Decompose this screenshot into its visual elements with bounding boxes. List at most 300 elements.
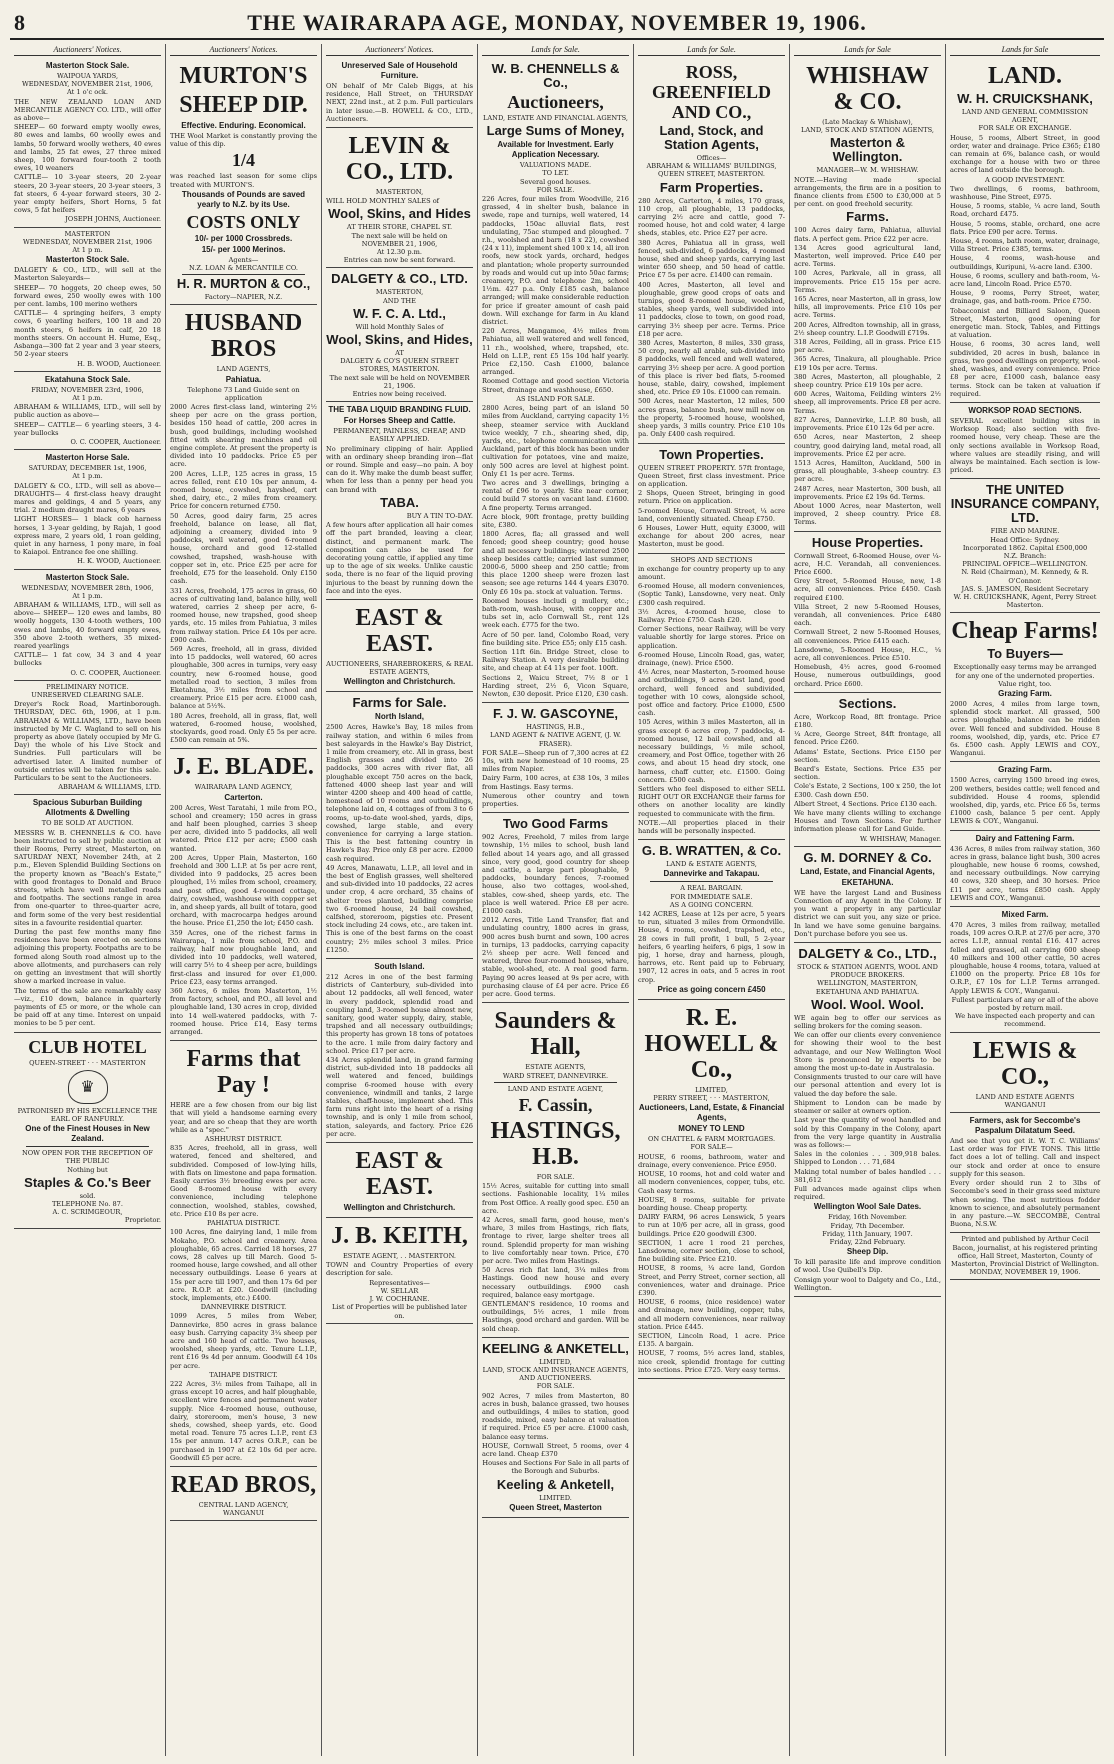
rule-divider: [26, 1146, 149, 1147]
ad-body-text: CATTLE— 10 3-year steers, 20 2-year steers, 20 3-year steers, 20 3-year steers, 3 fat steers, 6 4-year forward steers, 30 2-year empty heifers, Short Horns, 5 fat cows, 5 fat heifers: [14, 173, 161, 215]
ad-line: O. C. COOPER, Auctioneer.: [70, 668, 161, 677]
ad-body-text: Numerous other country and town properties.: [482, 791, 629, 809]
ad-body-text: 1099 Acres, 5 miles from Weber, Dannevirke, 850 acres in grass balance easy bush. Carrying capacity 3¼ sheep per acre and 160 head of cattle. Two houses, woolshed, sheep yards, etc. Tenure L.I.P., rent £16 9s 4d per annum. Goodwill £4 10s per acre.: [170, 1312, 317, 1370]
ad-body-text: 569 Acres, freehold, all in grass, divided into 15 paddocks, well watered, 60 acres ploughable, 300 acres in turnips, very easy country, new 6-roomed house, good metalled road to section, 3 miles from Eketahuna, 3½ miles from school and creamery. Price £15 per acre. £1000 cash, balance at 5½%.: [170, 644, 317, 711]
ad-heading: Land, Estate, and Financial Agents,: [800, 866, 935, 876]
ad-body-text: WILL HOLD MONTHLY SALES of: [326, 197, 440, 206]
ad-heading: Sheep Dip.: [846, 1247, 889, 1257]
ad-heading: EAST & EAST.: [355, 1148, 444, 1201]
ad-body-text: 42 Acres, small farm, good house, men's whare, 3 miles from Hastings, rich flats, frontage to river, large shelter trees all round. Splendid property for man wishing to live comfortably near town. Price, £70 per acre. Two miles from Hastings.: [482, 1215, 629, 1265]
ad-line: N. Reid (Chairman), M. Kennedy, & R. O'Connor.: [961, 568, 1089, 585]
advertisement: [14, 228, 161, 372]
ad-body-text: ABRAHAM & WILLIAMS, LTD., will sell by public auction as above—: [14, 403, 161, 420]
ad-body-text: Two acres and 3 dwellings, bringing a rental of £96 to yearly. Site near corner, could build 7 stores on vacant land. £1600. A fine property. Terms arranged.: [482, 478, 629, 512]
ad-line: Exceptionally easy terms may be arranged for any one of the undernoted properties. Value right, too.: [953, 663, 1097, 688]
ad-body-text: 827 Acres, Dannevirke, L.I.P. 80 bush, all improvements. Price £10 12s 6d per acre.: [794, 415, 941, 433]
ad-line: MASTERTON,: [375, 188, 424, 197]
ad-body-text: 3½ Acres, 4-roomed house, close to Railway. Price £750. Cash £20.: [638, 607, 785, 624]
ad-body-text: HOUSE, Cornwall Street, 5 rooms, over 4 acre land. Cheap £370: [482, 1441, 629, 1458]
ad-line: FOR SALE.: [536, 1382, 575, 1391]
ad-body-text: House, 6 rooms, 30 acres land, well subdivided, 20 acres in bush, balance in grass, two good dwellings on property, wool-shed, washes, and every convenience. Price £8 per acre, £1000 cash, balance easy terms. Stock can be taken at valuation if required.: [950, 340, 1100, 398]
ad-body-text: Shipment to London can be made by steamer or sailer at owners option.: [794, 1098, 941, 1116]
ad-heading: Wool. Wool. Wool.: [811, 996, 924, 1012]
ad-heading: Staples & Co.'s Beer: [24, 1174, 151, 1190]
column-heading: Lands for Sale: [794, 44, 941, 56]
ad-body-text: SHEEP— CATTLE— 6 yearling steers, 3 4-year bullocks: [14, 420, 161, 437]
ad-body-text: 1800 Acres, fla; all grassed and well fenced; good sheep country; good house and all necessary buildings; wintered 2500 sheep besides cattle; carried last summer, 2000-6, 5000 sheep and 250 cattle; from this place 1200 sheep were frozen last season; see age returns 144 4 years £3070. Only £6 10s pa. stock at valuation. Terms.: [482, 530, 629, 596]
ad-line: WELLINGTON, MASTERTON, EKETAHUNA AND PAHIATUA.: [815, 979, 920, 996]
advertisement: [638, 1000, 785, 1379]
ad-line: A. C. SCRIMGEOUR,: [52, 1208, 123, 1217]
ad-body-text: DAIRY FARM, 96 acres Lenswick, 5 years to run at 10/6 per acre, all in grass, good buildings. Price £20 goodwill £300.: [638, 1213, 785, 1238]
advertisement: [170, 749, 317, 1041]
ad-line: sold.: [79, 1191, 96, 1200]
ad-heading: Masterton Horse Sale.: [45, 453, 130, 463]
advertisement: [950, 1233, 1100, 1280]
advertisement: [794, 58, 941, 532]
column-heading: Lands for Sale.: [482, 44, 629, 56]
ad-line: PAHIATUA DISTRICT.: [207, 1219, 280, 1228]
ad-heading: South Island.: [374, 962, 425, 972]
advertisement: [482, 58, 629, 703]
ad-line: Friday, 11th January, 1907.: [822, 1229, 913, 1238]
ad-heading: Farms for Sale.: [352, 695, 447, 711]
ad-body-text: FOR SALE—Sheep run of 7,300 acres at £2 10s, with new homestead of 10 rooms, 25 miles from Napier.: [482, 748, 629, 774]
ad-body-text: 359 Acres, one of the richest farms in Wairarapa, 1 mile from school, P.O. and railway, half now ploughable land, and divided into 10 paddocks, well watered, will carry 5½ to 4 sheep per acre, buildings first-class and insured for over £1,000. Price £23, easy terms arranged.: [170, 928, 317, 986]
advertisement: [170, 58, 317, 305]
ad-line: STOCK & STATION AGENTS, WOOL AND PRODUCE BROKERS.: [797, 963, 938, 980]
ad-heading: J. B. KEITH,: [331, 1223, 468, 1250]
ad-heading: CLUB HOTEL: [28, 1036, 147, 1057]
advertisement: [170, 1041, 317, 1467]
ad-heading: Large Sums of Money,: [486, 123, 625, 139]
ad-heading: Unreserved Sale of Household Furniture.: [341, 61, 458, 80]
ad-line: Friday, 7th December.: [830, 1221, 905, 1230]
ad-heading: Land, Stock, and Station Agents,: [659, 123, 764, 152]
ad-body-text: LIGHT HORSES— 1 black cob harness horses, 1 3-year gelding, by Rajah, 1 good express mare, 2 years old, 1 roan gelding, quiet in any harness, 1 pony mare, in foal to Kaiapoi. Entrance fee one shilling.: [14, 515, 161, 557]
ad-line: WANGANUI: [1004, 1100, 1046, 1109]
ad-heading: W. H. CRUICKSHANK,: [957, 91, 1093, 106]
ad-heading: Farm Properties.: [659, 179, 764, 195]
ad-line: Will hold Monthly Sales of: [355, 322, 444, 331]
advertisement: [326, 959, 473, 1143]
ad-body-text: Grey Street, 5-Roomed House, new, 1-8 acre, all conveniences. Price £450. Cash required £100.: [794, 577, 941, 602]
ad-body-text: 2800 Acres, being part of an island 50 miles from Auckland, carrying capacity 1½ sheep, steamer service with Auckland twice weekly, 7 r.h., shearing shed, dip, yards, etc., telephone communication with Auckland, part of this block has been under cultivation for potatoes, vine and maize, only 500 acres are level at highest point. Only £1 1s per acre. Terms.: [482, 404, 629, 478]
ad-line: FOR SALE—: [690, 1143, 733, 1152]
ad-line: FOR SALE OR EXCHANGE.: [978, 124, 1072, 133]
advertisement: [950, 58, 1100, 403]
advertisement: [326, 1218, 473, 1324]
advertisement: [794, 693, 941, 847]
ad-line: Friday, 16th November.: [828, 1213, 907, 1222]
ad-line: (Late Mackay & Whishaw),: [822, 118, 913, 126]
ad-body-text: 15½ Acres, suitable for cutting into small sections. Fashionable locality, 1¼ miles from Post Office. A really good spec. £50 an acre.: [482, 1182, 629, 1215]
ad-body-text: Settlers who feel disposed to either SELL RIGHT OUT OR EXCHANGE their farms for others on another locality are kindly requested to communicate with the firm.: [638, 785, 785, 818]
ad-heading: Pahiatua.: [225, 374, 262, 384]
column-3: [322, 44, 478, 1756]
ad-line: BUY A TIN TO-DAY.: [406, 511, 473, 520]
ad-line: Entries can now be sent forward.: [343, 256, 456, 265]
ad-line: WAIPOUA YARDS,: [56, 72, 119, 80]
ad-line: PRINCIPAL OFFICE—WELLINGTON.: [962, 560, 1088, 569]
ad-body-text: Corner Sections, near Railway, will be very valuable shortly for large stores. Price on application.: [638, 625, 785, 650]
ad-heading: Dairy and Fattening Farm.: [975, 833, 1075, 843]
column-heading: Auctioneers' Notices.: [326, 44, 473, 56]
ad-line: DANNEVIRKE DISTRICT.: [200, 1303, 287, 1312]
ad-body-text: THE Wool Market is constantly proving the value of this dip.: [170, 132, 317, 149]
ad-heading: Spacious Suburban Building Allotments & Dwelling: [32, 798, 143, 818]
ad-line: A GOOD INVESTMENT.: [984, 175, 1066, 184]
rule-divider: [650, 881, 773, 882]
ad-heading: Farmers, ask for Seccombe's Paspalum Dilatatum Seed.: [969, 1116, 1081, 1136]
ad-body-text: 380 Acres, Masterton, 8 miles, 330 grass, 50 crop, nearly all arable, sub-divided into 8 paddocks, well fenced and well watered, carrying 3½ sheep per acre. A good portion of this place is river bed flats, 5-roomed house, stable, dairy, cowshed, implement shed, etc. Price £9 10s. £1000 can remain.: [638, 339, 785, 397]
ad-heading: Town Properties.: [659, 446, 764, 462]
ad-heading: TABA.: [380, 494, 419, 510]
ad-line: PERRY STREET, · · · MASTERTON,: [653, 1094, 770, 1103]
ad-line: Telephone 73 Land Guide sent on application: [187, 385, 300, 402]
ad-line: MONDAY, NOVEMBER 19, 1906.: [969, 1268, 1081, 1277]
ad-body-text: During the past few months many fine residences have been erected on sections adjoining this property. Footpaths are to be formed along South road almost up to the above allotments, and purchasers can rely on getting an investment that will shortly show a marked increase in value.: [14, 928, 161, 986]
ad-line: CENTRAL LAND AGENCY,: [198, 1500, 289, 1509]
ad-line: W. SELLAR: [380, 1286, 419, 1295]
ad-body-text: 360 Acres, 6 miles from Masterton, 1½ from factory, school, and P.O., all level and ploughable land, 130 acres in crop, divided into 14 well-watered paddocks, with 7-roomed house. Price £14, Easy terms arranged.: [170, 987, 317, 1037]
ad-body-text: House, 4 rooms, wash-house and outbuildings, Kuripuni, ¼-acre land. £300.: [950, 254, 1100, 271]
ad-body-text: Dreyer's Rock Road, Martinborough. THURSDAY, DEC. 6th, 1906, at 1 p.m. ABRAHAM & WILLIAMS, LTD., have been instructed by Mr C. Wagland to sell on his property as above (lately occupied by Mr G. Day) the whole of his Live Stock and Sundries. Full particulars will be advertised later. A limited number of outside entries will be taken for this sale. Particulars to be sent to the Auctioneers.: [14, 700, 161, 783]
advertisement: [950, 403, 1100, 479]
ad-heading: Grazing Farm.: [998, 765, 1052, 775]
ad-body-text: 180 Acres, freehold, all in grass, flat, well watered, 6-roomed house, woolshed, stockyards, good road. Only £5 5s per acre. £500 can remain at 5%.: [170, 711, 317, 745]
ad-body-text: Cornwall Street, 6-Roomed House, over ¼-acre, H.C. Verandah, all conveniences. Price £600.: [794, 551, 941, 576]
ad-heading: Masterton Stock Sale.: [45, 255, 130, 265]
ad-body-text: 220 Acres, Mangamoe, 4½ miles from Pahiatua, all well watered and well fenced, 11 r.h., woolshed, where, trapshed, etc. Held on L.I.P., rent £5 15s 10d half yearly. Price £2,150. Cash £1000, balance arranged.: [482, 327, 629, 377]
ad-line: AS ISLAND FOR SALE.: [516, 394, 595, 403]
ad-body-text: CATTLE— 1 fat cow, 34 3 and 4 year bullocks: [14, 651, 161, 668]
ad-body-text: DALGETY & CO., LTD., will sell as above— DRAUGHTS— 4 first-class heavy draught mares and geldings, 4 and 5 years, any trial. 2 medium draught mares, 6 years: [14, 481, 161, 515]
ad-line: AT THEIR STORE, CHAPEL ST.: [346, 223, 453, 232]
ad-body-text: Sections 2, Waicu Street, 7½ 8 or 1 Harding street, 2½ 6, Vicon Square, Newton, £30 deposit. Price £120, £30 cash.: [482, 673, 629, 698]
ad-body-text: MESSRS W. B. CHENNELLS & CO. have been instructed to sell by public auction at their Rooms, Perry street, Masterton, on SATURDAY NEXT, November 24th, at 2 p.m., Eleven Splendid Building Sections on the property known as "Beach's Estate," with good frontages to Donald and Bruce streets, which have well metalled roads and footpaths. The sections range in area from one-quarter to three-quarter acre, and form some of the very best residential sites in a favourite residential quarter.: [14, 828, 161, 927]
column-5: [634, 44, 790, 1756]
advertisement: [638, 444, 785, 554]
advertisement: [326, 268, 473, 402]
ad-line: LAND, ESTATE AND FINANCIAL AGENTS,: [483, 114, 628, 122]
ad-body-text: House, 5 rooms, stable, orchard, one acre flats. Price £90 per acre. Terms.: [950, 219, 1100, 236]
ad-body-text: Making total number of bales handled . . . 381,612: [794, 1167, 941, 1184]
ad-body-text: 318 Acres, Feilding, all in grass. Price £15 per acre.: [794, 338, 941, 355]
ad-line: A REAL BARGAIN.: [680, 884, 743, 893]
ad-body-text: 222 Acres, 3½ miles from Taihape, all in grass except 10 acres, and half ploughable, excellent wire fences and permanent water supply. Nice 4-roomed house, outhouse, dairy, storeroom, men's house, 3 new sheds, cowshed, sheep yards, etc. Good metal road. Tenure 75 acres L.I.P., rent £3 15s per annum. 147 acres O.R.P., can be purchased in 1907 at £2 10s 6d per acre. Goodwill £5 per acre.: [170, 1379, 317, 1462]
ad-body-text: 50 Acres, good dairy farm, 25 acres freehold, balance on lease, all flat, adjoining a creamery, divided into 9 paddocks, well watered, good 6-roomed house, orchard and good 12-stalled cowshed, trapshed, wash-house with copper set in, etc. Price £25 per acre for freehold, £75 for the leasehold. Only £150 cash.: [170, 511, 317, 586]
ad-body-text: ¼ Acre, George Street, 84ft frontage, all fenced. Price £260.: [794, 730, 941, 747]
ad-body-text: SEVERAL excellent building sites in Worksop Road; also section with five-roomed house, very cheap. These are the only sections available in Worksop Road, where values are steadily rising, and will always be maintained. Each section is low-priced.: [950, 416, 1100, 475]
ad-line: TELEPHONE No. 87.: [52, 1199, 123, 1208]
ad-body-text: ABRAHAM & WILLIAMS, LTD., will sell as above— SHEEP— 120 ewes and lambs, 80 woolly hoggets, 130 4-tooth wethers, 100 ewes and lambs, 40 forward empty ewes, 350 above 2-tooth wethers, 35 mixed-reared yearlings: [14, 600, 161, 650]
ad-body-text: 2012 Acres, Title Land Transfer, flat and undulating country, 1800 acres in grass, 900 acres bush burnt and sown, 100 acres in turnips, 13 paddocks, carrying capacity 2½ sheep per acre. Well fenced and watered, three four-roomed houses, whare, stable, wool-shed, etc. A real good farm. Paying 90 acres leased at 9s per acre, with purchasing clause of £4 per acre. Price £6 per acre. Good terms.: [482, 916, 629, 999]
ad-body-text: WE again beg to offer our services as selling brokers for the coming season.: [794, 1013, 941, 1031]
advertisement: [326, 1143, 473, 1218]
ad-line: FOR SALE.: [536, 185, 575, 194]
ad-body-text: House, 6 rooms, scullery and bath-room, ¼-acre land, Lincoln Road. Price £570.: [950, 271, 1100, 289]
ad-heading: LEWIS & CO.,: [972, 1037, 1078, 1090]
advertisement: [14, 570, 161, 681]
ad-line: TO BE SOLD AT AUCTION.: [41, 819, 134, 828]
ad-line: List of Properties will be published later on.: [332, 1303, 467, 1320]
ad-body-text: House, 4 rooms, bath room, water, drainage, Villa Street. Price £385, terms.: [950, 237, 1100, 254]
ad-body-text: 6-roomed House, Lincoln Road, gas, water, drainage, (new). Price £500.: [638, 650, 785, 667]
advertisement: [14, 372, 161, 450]
column-heading: Lands for Sale: [950, 44, 1100, 56]
ad-heading: Wellington and Christchurch.: [343, 677, 456, 687]
ad-body-text: 6 Houses, Lower Hutt, equity £3000, will exchange for about 200 acres, near Masterton, must be good.: [638, 523, 785, 549]
ad-heading: W. B. CHENNELLS & Co.,: [491, 61, 620, 90]
ad-line: W. WHISHAW, Manager.: [859, 834, 941, 843]
column-1: [10, 44, 166, 1756]
ad-line: QUEEN STREET, MASTERTON.: [658, 170, 765, 179]
ad-body-text: To kill parasite life and improve condition of wool. Use Quibell's Dip.: [794, 1258, 941, 1275]
ad-line: Houses and Sections For Sale in all parts of the Borough and Suburbs.: [482, 1459, 629, 1476]
advertisement: [794, 943, 941, 1297]
ad-body-text: 1500 Acres, carrying 1500 breed ing ewes, 200 wethers, besides cattle; well fenced and subdivided. House 4 rooms, splendid woolshed, dip, yards, etc. Price £6 5s, terms £1000 cash, balance 5 per cent. Apply LEWIS & COY., Wanganui.: [950, 776, 1100, 826]
ad-body-text: Consignments trusted to our care will have our personal attention and every lot is valued the day before the sale.: [794, 1073, 941, 1098]
ad-line: Head Office: Sydney.: [990, 535, 1060, 544]
ad-line: NOW OPEN FOR THE RECEPTION OF THE PUBLIC: [22, 1149, 153, 1166]
ad-line: MASTERTON,: [375, 288, 424, 297]
ad-body-text: 600 Acres, Waitoma, Feilding winters 2½ sheep, all improvements. Price £8 per acre. Terms.: [794, 390, 941, 415]
ad-body-text: WE have the largest Land and Business Connection of any Agent in the Colony. If you want a property in any particular district we can suit you, any size or price. In land we have some genuine bargains. Don't purchase before you see us.: [794, 888, 941, 938]
ad-line: LAND AND GENERAL COMMISSION AGENT,: [961, 108, 1089, 125]
advertisement: [638, 840, 785, 1000]
column-2: [166, 44, 322, 1756]
ad-line: W. H. CRUICKSHANK, Agent, Perry Street Masterton.: [953, 592, 1097, 610]
ad-body-text: 1513 Acres, Hamilton, Auckland, 500 in grass, all ploughable, 3-sheep country. £3 per acre.: [794, 458, 941, 484]
ad-body-text: 331 Acres, freehold, 175 acres in grass, 60 acres of cultivating land, balance hilly, well watered, carries 2 sheep per acre, 6-roomed house, new trapshed, good sheep yards, etc. 15 miles from Pahiatua, 3 miles from railway station. Price £4 10s per acre. £900 cash.: [170, 586, 317, 644]
ad-line: N.Z. LOAN & MERCANTILE CO.: [188, 264, 299, 273]
ad-body-text: SECTION, 1 acre 1 rood 21 perches, Lansdowne, corner section, close to school, fine building site. Price £210.: [638, 1238, 785, 1264]
ad-body-text: 365 Acres, Tinakura, all ploughable. Price £19 10s per acre. Terms.: [794, 355, 941, 372]
ad-line: PATRONISED BY HIS EXCELLENCE THE EARL OF RANFURLY.: [17, 1106, 158, 1123]
ad-heading: Dannevirke and Takapau.: [663, 869, 760, 879]
ad-line: O. C. COOPER, Auctioneer.: [70, 437, 161, 446]
ad-heading: F. J. W. GASCOYNE,: [493, 706, 618, 722]
ad-heading: One of the Finest Houses in New Zealand.: [25, 1124, 150, 1144]
ad-heading: DALGETY & Co., LTD.,: [798, 946, 937, 962]
ad-line: Printed and published by Arthur Cecil Bacon, journalist, at his registered printing office, Hall Street, Masterton, County of Masterton, Provincial District of Wellington.: [951, 1235, 1099, 1268]
advertisement: [482, 813, 629, 1003]
ad-line: At 1 p.m.: [72, 591, 103, 600]
ad-line: QUEEN-STREET · · · MASTERTON: [29, 1058, 146, 1067]
ad-body-text: SHEEP— 60 forward empty woolly ewes, 80 ewes and lambs, 60 woolly ewes and lambs, 50 forward woolly wethers, 40 ewes and lambs, 25 fat ewes, 27 three mixed sheep, 100 forward four-tooth 2 tooth ewes, 10 weaners: [14, 123, 161, 173]
ad-line: JAS. S. JAMESON, Resident Secretary: [961, 584, 1089, 593]
ad-line: ABRAHAM & WILLIAMS, LTD.: [58, 783, 161, 792]
ad-line: We have inspected each property and can recommend.: [955, 1012, 1095, 1029]
ad-line: VALUATIONS MADE.: [519, 161, 592, 170]
ad-body-text: 280 Acres, Carterton, 4 miles, 170 grass, 110 crop, all ploughable, 13 paddocks, carrying 2½ acre and cattle, good 7-roomed house, hot and cold water, 4 large sheds, stables, etc. Price £27 per acre.: [638, 196, 785, 238]
ad-line: WEDNESDAY, NOVEMBER 28th, 1906,: [21, 583, 154, 592]
ad-line: AT: [395, 349, 404, 358]
advertisement: [482, 703, 629, 813]
ad-body-text: Sales in the colonies . . . 309,918 bales. Shipped to London . . . 71,684: [794, 1150, 941, 1167]
ad-line: At 1 o'c ock.: [66, 88, 108, 97]
ad-line: LAND, STOCK AND INSURANCE AGENTS, AND AUCTIONEERS.: [482, 1365, 629, 1383]
ad-body-text: We can offer our clients every convenience for showing their wool to the best advantage, and our New Wellington Wool Store is pronounced by experts to be among the most up-to-date in Australasia.: [794, 1031, 941, 1073]
ad-heading: J. E. BLADE.: [173, 754, 314, 781]
ad-heading: Wool, Skins, and Hides: [328, 206, 471, 222]
ad-line: The next sale will be held on NOVEMBER 21, 1906.: [329, 373, 470, 390]
ad-body-text: Albert Street, 4 Sections. Price £130 each.: [794, 799, 937, 808]
ad-line: WEDNESDAY, NOVEMBER 21st, 1906: [23, 237, 152, 246]
ad-line: UNRESERVED CLEARING SALE.: [31, 691, 144, 699]
ad-heading: Auctioneers, Land, Estate, & Financial Agents,: [638, 1103, 785, 1123]
ad-heading: Available for Investment. Early Application Necessary.: [497, 140, 614, 160]
ad-line: MASTERTON: [64, 229, 111, 238]
ad-body-text: HOUSE, 10 rooms, hot and cold water and all modern conveniences, copper, tubs, etc. Cash easy terms.: [638, 1170, 785, 1195]
ad-heading: Ekatahuna Stock Sale.: [44, 374, 131, 384]
ad-body-text: SECTION, Lincoln Road, 1 acre. Price £135. A bargain.: [638, 1331, 785, 1349]
advertisement: [950, 831, 1100, 907]
ad-body-text: HOUSE, 6 rooms, (nice residence) water and drainage, new building, copper, tubs, and all modern conveniences, near railway station. Price £445.: [638, 1298, 785, 1331]
column-6: [790, 44, 946, 1756]
ad-body-text: 2 Shops, Queen Street, bringing in good return. Price on application.: [638, 489, 785, 506]
ad-body-text: Acre block, 90ft frontage, pretty building site, £380.: [482, 512, 629, 529]
ad-heading: THE TABA LIQUID BRANDING FLUID.: [328, 405, 471, 415]
ad-line: ABRAHAM & WILLIAMS' BUILDINGS,: [646, 162, 777, 171]
ad-line: LIMITED,: [695, 1085, 728, 1094]
ad-body-text: 165 Acres, near Masterton, all in grass, low hills, all improvements. Price £10 10s per acre. Terms.: [794, 295, 941, 320]
ad-body-text: Villa Street, 2 new 5-Roomed Houses, verandah, all conveniences. Price £480 each.: [794, 602, 941, 628]
ad-heading: EAST & EAST.: [355, 604, 444, 657]
column-7: [946, 44, 1104, 1756]
ad-body-text: 835 Acres, freehold, all in grass, well watered, fenced and sheltered, and subdivided. Composed of low-lying hills, with flats on limestone and papa formation. Easily carries 3½ breeding ewes per acre. Good 8-roomed house with every convenience, including telephone connection, woolshed, stables, cowshed, etc. Price £10 8s per acre.: [170, 1144, 317, 1218]
ad-line: H. K. WOOD, Auctioneer.: [77, 557, 161, 566]
ad-body-text: Acre, Workcop Road, 8ft frontage. Price £180.: [794, 712, 941, 729]
ad-body-text: 212 Acres in one of the best farming districts of Canterbury, sub-divided into about 12 paddocks, all well fenced, water in every paddock, splendid road and coupling land, 3-roomed house almost new, sanitary, good water supply, dairy, stable, trapshed and all necessary outbuildings; this property has grown 18 tons of potatoes to the acre. 1 mile from dairy factory and school. Price £17 per acre.: [326, 973, 473, 1055]
advertisement: [326, 128, 473, 268]
ad-heading: MONEY TO LEND: [678, 1124, 745, 1134]
ad-line: LIMITED.: [539, 1493, 572, 1502]
ad-body-text: Roomed houses includi g mullery, etc.; bath-room, wash-house, with copper and tubs set in, aclo Cornwall St., rent 12s week each. £775 for the two.: [482, 596, 629, 630]
ad-body-text: The terms of the sale are remarkably easy—viz., £10 down, balance in quarterly payments of £5 or more, or the whole can be paid off at any time. Interest on unpaid monies to be 5 per cent.: [14, 986, 161, 1028]
ad-line: AND THE: [383, 296, 416, 305]
ad-body-text: No preliminary clipping of hair. Applied with an ordinary sheep branding iron—flat or round. Simple and easy—no pain. A boy can do it. Why make the dumb beast suffer, when for less than a penny per head you can brand with: [326, 444, 473, 494]
ad-line: ESTATE AGENTS,: [525, 1063, 586, 1072]
ad-heading: Masterton Stock Sale.: [45, 61, 130, 70]
ad-body-text: 134 Acres good agricultural land, Masterton, well improved. Price £40 per acre. Terms.: [794, 243, 941, 269]
ad-body-text: We have many clients willing to exchange Houses and Town Sections. For further information please call for Land Guide.: [794, 809, 941, 834]
ad-line: LAND AGENT & NATIVE AGENT, (J. W. FRASER).: [489, 731, 622, 748]
ad-body-text: ON behalf of Mr Caleb Biggs, at his residence, Hall Street, on THURSDAY NEXT, 22nd inst., at 2 p.m. Full particulars in later issue.—B. HOWELL & CO., LTD., Auctioneers.: [326, 82, 473, 123]
ad-body-text: Lansdowne, 5-Roomed House, H.C., ¼ acre, all conveniences. Price £510.: [794, 645, 941, 662]
ad-line: Offices—: [696, 154, 727, 162]
ad-heading: HASTINGS, H.B.: [490, 1117, 621, 1170]
ad-body-text: was reached last season for some clips treated with MURTON'S.: [170, 172, 317, 189]
ad-line: LAND & ESTATE AGENTS,: [666, 860, 757, 869]
ad-body-text: And see that you get it. W. T. C. Williams' Last order was for FIVE TONS. This little fact does a lot of telling. Call and inspect our stock and order at once to ensure supply for this season.: [950, 1137, 1100, 1178]
ad-heading: Queen Street, Masterton: [509, 1502, 602, 1512]
ad-body-text: 200 Acres, Upper Plain, Masterton, 160 freehold and 300 L.I.P. at 5s per acre rent, divided into 9 paddocks, 25 acres been ploughed, 1½ miles from school, creamery, and post office, good 4-roomed cottage, dairy, cowshed, washhouse with copper set in, and sheep yards, all built of totara, good orchard, with macrocarpa hedges around the house. Price £1,250 the lot; £450 cash.: [170, 853, 317, 928]
ad-body-text: A few hours after application all hair comes off the part branded, leaving a clear, distinct, and permanent mark. The composition can also be used for decorating young cattle, if applied any time up to the age of six weeks. Unlike caustic soda, there is no fear of the liquid proving injurious to the beast by running down the face and into the eyes.: [326, 521, 473, 595]
ad-body-text: HOUSE, 6 rooms, bathroom, water and drainage, every convenience. Price £950.: [638, 1152, 785, 1169]
ad-body-text: 49 Acres, Manawatu, L.I.P., all level and in the best of English grasses, well sheltered and sub-divided into 10 paddocks, 22 acres under crop, 4 acre orchard, 35 chains of shelter trees planted, building comprise two 6-roomed house, 24 bail cowshed, calfshed, storeroom, pigsties etc. Present stock including 24 cows, etc., are taken int. This is one of the best farms on the coast country; 2½ miles school 3 miles. Price £1250.: [326, 863, 473, 954]
ad-line: TAIHAPE DISTRICT.: [209, 1370, 278, 1379]
ad-line: Fullest particulars of any or all of the above posted by return mail.: [951, 995, 1099, 1013]
ad-line: Proprietor.: [124, 1216, 161, 1225]
newspaper-title: THE WAIRARAPA AGE, MONDAY, NOVEMBER 19, 1906.: [247, 10, 867, 35]
ad-line: WARD STREET, DANNEVIRKE.: [502, 1071, 609, 1080]
ad-body-text: 380 Acres, Masterton, all ploughable, 2 sheep country. Price £19 10s per acre.: [794, 372, 941, 390]
ad-line: LAND AND ESTATE AGENTS: [975, 1092, 1075, 1101]
ad-heading: SHEEP DIP.: [179, 92, 308, 118]
ad-line: ASHHURST DISTRICT.: [204, 1135, 283, 1144]
ad-line: LAND AND ESTATE AGENT,: [507, 1084, 604, 1093]
ad-body-text: QUEEN STREET PROPERTY. 57ft frontage, Queen Street, first class investment. Price on application.: [638, 463, 785, 488]
advertisement: [950, 907, 1100, 1033]
page-number: 8: [14, 10, 25, 35]
ad-body-text: 2000 Acres first-class land, wintering 2½ sheep per acre on the grass portion, besides 150 head of cattle, 200 acres in bush, good buildings, including woolshed fitted with shearing machines and oil engine complete. At present the property is divided into 10 paddocks. Price £5 per acre.: [170, 403, 317, 469]
ad-heading: House Properties.: [811, 534, 924, 550]
ad-heading: Keeling & Anketell,: [496, 1476, 615, 1492]
ad-heading: Farms that Pay !: [186, 1046, 301, 1099]
ad-line: WANGANUI: [223, 1509, 264, 1518]
column-4: [478, 44, 634, 1756]
advertisement: [326, 402, 473, 600]
newspaper-columns: [10, 44, 1104, 1756]
advertisement: [950, 762, 1100, 830]
ad-line: At 1 p.m.: [72, 472, 103, 481]
advertisement: [14, 681, 161, 796]
ad-heading: For Horses Sheep and Cattle.: [343, 416, 456, 426]
ad-body-text: 142 ACRES, Lease at 12s per acre, 5 years to run, situated 3 miles from Ormondville. House, 4 rooms, cowshed, trapshed, etc., 28 cows in full profit, 1 bull, 5 2-year heifers, 6 yearling heifers, 6 pigs, 1 sow in pig, 1 horse, dray and harness, plough, harrows, etc. Rent paid up to February, 1907, 12 acres in oats, and 5 acres in root crop.: [638, 910, 785, 984]
advertisement: [326, 600, 473, 692]
ad-body-text: 6-roomed House, all modern conveniences, (Soptic Tank), Lansdowne, very neat. Only £300 cash required.: [638, 582, 785, 607]
ad-line: SHOPS AND SECTIONS: [670, 555, 753, 564]
ad-heading: Mixed Farm.: [1001, 910, 1049, 920]
ad-body-text: HOUSE, 8 rooms, ¼ acre land, Gordon Street, and Perry Street, corner section, all conveniences, water and drainage. Price £390.: [638, 1264, 785, 1297]
advertisement: [14, 58, 161, 228]
ad-heading: Saunders & Hall,: [494, 1008, 617, 1061]
ad-line: TO LET.: [542, 169, 569, 178]
ad-body-text: Last year the quantity of wool handled and sold by this Company in the Colony, apart from the very large quantity in Australia was as follows:—: [794, 1116, 941, 1149]
ad-body-text: Homebush, 4½ acres, good 6-roomed House, numerous outbuildings, good orchard. Price £600.: [794, 663, 941, 688]
ad-line: Incorporated 1862. Capital £500,000: [962, 543, 1088, 552]
rule-divider: [182, 274, 305, 275]
ad-body-text: House, 5 rooms, stable, ¼ acre land, South Road, orchard £475.: [950, 202, 1100, 219]
ad-heading: WORKSOP ROAD SECTIONS.: [968, 405, 1082, 415]
ad-body-text: NOTE.—Having made special arrangements, the firm are in a position to finance clients from £500 to £30,000 at 5 per cent. on good freehold security.: [794, 175, 941, 209]
ad-heading: LAND.: [987, 63, 1062, 89]
ad-heading: Two Good Farms: [502, 816, 609, 832]
ad-heading: 10/- per 1000 Crossbreds.: [194, 233, 293, 243]
advertisement: [326, 692, 473, 959]
ad-heading: Thousands of Pounds are saved yearly to N.Z. by its Use.: [181, 189, 306, 209]
ad-line: SATURDAY, DECEMBER 1st, 1906,: [28, 464, 147, 473]
ad-body-text: GENTLEMAN'S residence, 10 rooms and outbuildings, 5½ acres, 1 mile from Hastings, good orchard and garden. Will be sold cheap.: [482, 1299, 629, 1333]
ad-line: H. B. WOOD, Auctioneer.: [77, 359, 161, 368]
ad-body-text: Cole's Estate, 2 Sections, 100 x 250, the lot £300. Cash down £50.: [794, 782, 941, 799]
ad-line: DALGETY & CO'S QUEEN STREET STORES, MASTERTON.: [340, 357, 459, 374]
ad-heading: F. Cassin,: [518, 1094, 593, 1115]
ad-heading: R. E. HOWELL & Co.,: [644, 1004, 779, 1083]
ad-heading: To Buyers—: [987, 646, 1063, 662]
masthead: [10, 6, 1104, 40]
ad-line: FOR IMMEDIATE SALE.: [670, 892, 753, 901]
advertisement: [950, 1113, 1100, 1233]
ad-heading: Wellington Wool Sale Dates.: [813, 1202, 922, 1212]
ad-line: Several good houses.: [519, 177, 592, 186]
ad-heading: G. M. DORNEY & Co.: [803, 849, 932, 865]
ad-line: Nothing but: [67, 1165, 108, 1174]
ad-body-text: 2500 Acres, Hawke's Bay, 18 miles from railway station, and within 6 miles from best saleyards in the Hawke's Bay District, 1 mile from creamery, etc. All in grass, best English grasses and divided into 26 paddocks, 300 acres with river flat, all ploughable except 750 acres on the back, fattened 4000 sheep last year and will winter 4200 sheep and 400 head of cattle, homestead of 10 rooms and outbuildings, telephone laid on, 4 cottages of from 3 to 6 rooms, up-to-date wool-shed, yards, dips, cowshed, large stable, and every convenience for carrying a large station. This is the best fattening country in Hawke's Bay. Price only £8 per acre. £2000 cash required.: [326, 723, 473, 863]
ad-body-text: THE NEW ZEALAND LOAN AND MERCANTILE AGENCY CO. LTD., will offer as above—: [14, 97, 161, 123]
